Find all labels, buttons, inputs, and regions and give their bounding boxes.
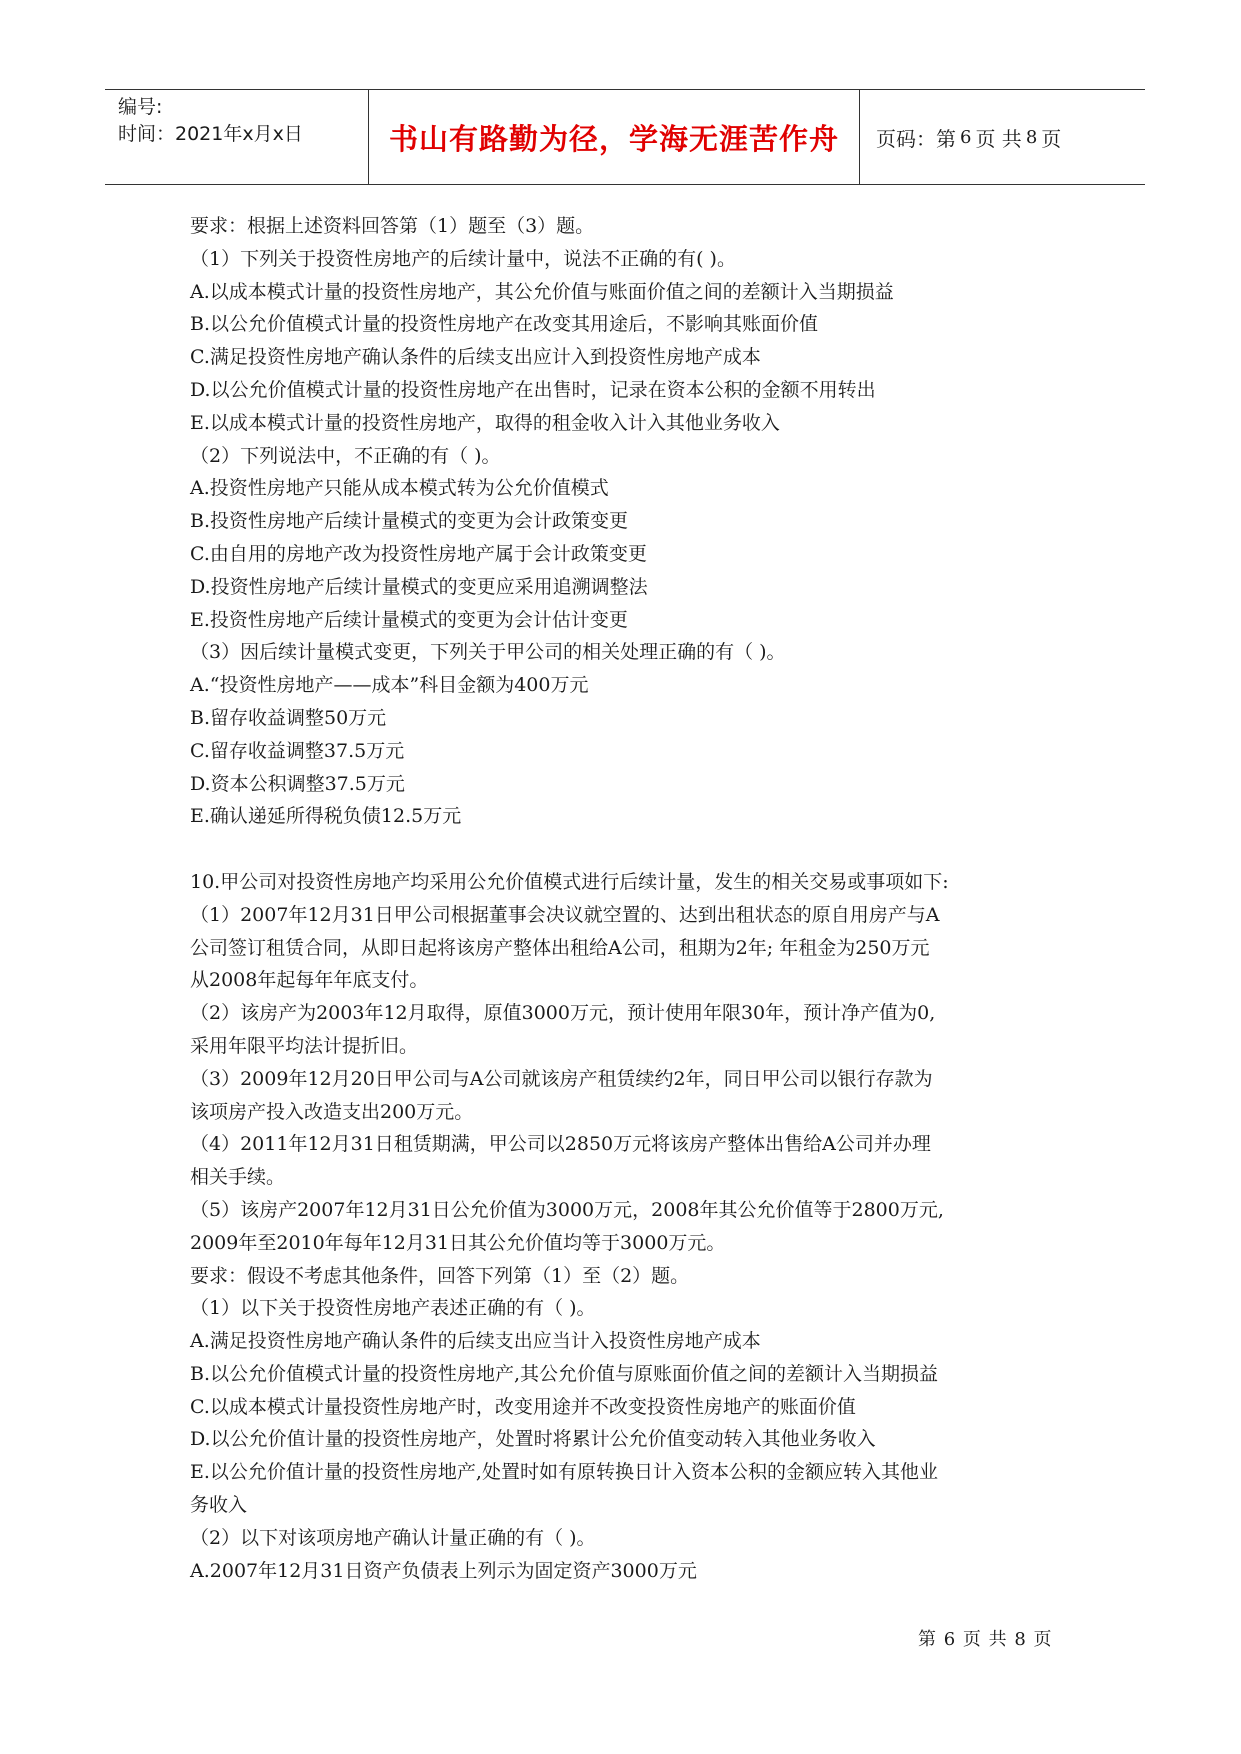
- text-line: A.以成本模式计量的投资性房地产，其公允价值与账面价值之间的差额计入当期损益: [190, 280, 894, 303]
- header-info: [105, 90, 369, 184]
- document-number-label: 编号:: [118, 96, 163, 118]
- text-line: D.投资性房地产后续计量模式的变更应采用追溯调整法: [190, 575, 648, 598]
- text-line: （3）2009年12月20日甲公司与A公司就该房产租赁续约2年，同日甲公司以银行存款为: [190, 1067, 933, 1090]
- text-line: （1）2007年12月31日甲公司根据董事会决议就空置的、达到出租状态的原自用房产与A: [190, 903, 940, 926]
- page-header: [105, 89, 1145, 185]
- text-line: 该项房产投入改造支出200万元。: [190, 1100, 474, 1123]
- text-line: D.资本公积调整37.5万元: [190, 772, 405, 795]
- text-line: E.确认递延所得税负债12.5万元: [190, 805, 462, 828]
- text-line: （5）该房产2007年12月31日公允价值为3000万元，2008年其公允价值等于2800万元,: [190, 1198, 944, 1221]
- text-line: A.“投资性房地产——成本”科目金额为400万元: [190, 674, 589, 697]
- page-mid: 页 共: [975, 126, 1022, 151]
- text-line: 2009年至2010年每年12月31日其公允价值均等于3000万元。: [190, 1231, 726, 1254]
- text-line: A.满足投资性房地产确认条件的后续支出应当计入投资性房地产成本: [190, 1330, 761, 1353]
- page-suffix: 页: [1041, 126, 1062, 151]
- text-line: 要求：根据上述资料回答第（1）题至（3）题。: [190, 215, 595, 237]
- page-prefix: 页码：第: [876, 126, 956, 151]
- text-line: （2）以下对该项房地产确认计量正确的有（ )。: [190, 1526, 596, 1549]
- text-line: （1）以下关于投资性房地产表述正确的有（ )。: [190, 1297, 596, 1320]
- text-line: B.以公允价值模式计量的投资性房地产,其公允价值与原账面价值之间的差额计入当期损益: [190, 1362, 939, 1385]
- page-current: 6: [960, 126, 972, 148]
- text-line: C.留存收益调整37.5万元: [190, 739, 405, 762]
- page-total: 8: [1025, 126, 1038, 148]
- text-line: 从2008年起每年年底支付。: [190, 969, 429, 992]
- text-line: C.满足投资性房地产确认条件的后续支出应计入到投资性房地产成本: [190, 346, 761, 369]
- text-line: C.以成本模式计量投资性房地产时，改变用途并不改变投资性房地产的账面价值: [190, 1395, 856, 1418]
- document-time: 时间：2021年x月x日: [118, 123, 303, 145]
- text-line: （2）该房产为2003年12月取得，原值3000万元，预计使用年限30年，预计净产值为0,: [190, 1002, 936, 1025]
- text-line: A.2007年12月31日资产负债表上列示为固定资产3000万元: [190, 1559, 697, 1582]
- text-line: 相关手续。: [190, 1166, 286, 1189]
- text-line: 要求：假设不考虑其他条件，回答下列第（1）至（2）题。: [190, 1264, 690, 1287]
- text-line: （3）因后续计量模式变更，下列关于甲公司的相关处理正确的有（ )。: [190, 641, 786, 664]
- text-line: B.投资性房地产后续计量模式的变更为会计政策变更: [190, 510, 629, 533]
- page-footer: 第 6 页 共 8 页: [918, 1629, 1053, 1650]
- text-line: 务收入: [190, 1494, 248, 1517]
- text-line: B.留存收益调整50万元: [190, 706, 387, 729]
- text-line: E.以成本模式计量的投资性房地产，取得的租金收入计入其他业务收入: [190, 411, 780, 434]
- text-line: 采用年限平均法计提折旧。: [190, 1034, 419, 1057]
- text-line: A.投资性房地产只能从成本模式转为公允价值模式: [190, 477, 609, 500]
- text-line: （4）2011年12月31日租赁期满，甲公司以2850万元将该房产整体出售给A公司并办理: [190, 1133, 931, 1156]
- document-body: [190, 210, 1070, 1587]
- text-line: E.以公允价值计量的投资性房地产,处置时如有原转换日计入资本公积的金额应转入其他业: [190, 1461, 938, 1484]
- header-slogan: 书山有路勤为径，学海无涯苦作舟: [369, 90, 860, 184]
- text-line: B.以公允价值模式计量的投资性房地产在改变其用途后，不影响其账面价值: [190, 313, 819, 336]
- header-page-number: [860, 90, 1145, 184]
- text-line: （2）下列说法中，不正确的有（ )。: [190, 444, 501, 467]
- text-line: （1）下列关于投资性房地产的后续计量中，说法不正确的有( )。: [190, 247, 736, 270]
- text-line: E.投资性房地产后续计量模式的变更为会计估计变更: [190, 608, 628, 631]
- text-line: 10.甲公司对投资性房地产均采用公允价值模式进行后续计量，发生的相关交易或事项如下:: [190, 870, 949, 893]
- blank-line: [190, 833, 1070, 866]
- text-line: D.以公允价值模式计量的投资性房地产在出售时，记录在资本公积的金额不用转出: [190, 378, 876, 401]
- text-line: C.由自用的房地产改为投资性房地产属于会计政策变更: [190, 542, 647, 565]
- text-line: D.以公允价值计量的投资性房地产，处置时将累计公允价值变动转入其他业务收入: [190, 1428, 876, 1451]
- text-line: 公司签订租赁合同，从即日起将该房产整体出租给A公司，租期为2年; 年租金为250万元: [190, 936, 930, 959]
